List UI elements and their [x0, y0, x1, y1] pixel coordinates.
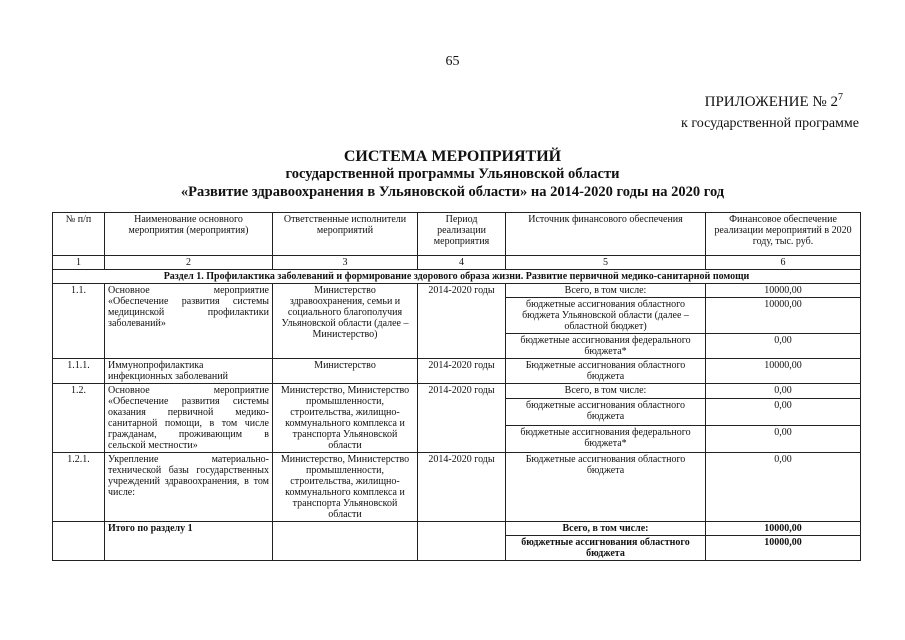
implementation-period: 2014-2020 годы [418, 453, 506, 522]
total-funding-amount: 10000,00 [706, 522, 861, 536]
table-row [53, 359, 861, 384]
appendix-label [705, 92, 843, 111]
responsible-executor: Министерство, Министерство промышленности, строительства, жилищно-коммунального комплекса и транспорта Ульяновской области [273, 384, 418, 453]
funding-amount: 10000,00 [706, 284, 861, 298]
responsible-executor: Министерство, Министерство промышленности, строительства, жилищно-коммунального комплекса и транспорта Ульяновской области [273, 453, 418, 522]
header-number: № п/п [53, 213, 105, 256]
column-number: 5 [506, 256, 706, 270]
total-row [53, 522, 861, 536]
header-period: Период реализации мероприятия [418, 213, 506, 256]
document-subtitle-period: «Развитие здравоохранения в Ульяновской области» на 2014-2020 годы на 2020 год [180, 184, 725, 200]
total-period-empty [418, 522, 506, 561]
funding-source: бюджетные ассигнования федерального бюджета* [506, 334, 706, 359]
funding-source: Бюджетные ассигнования областного бюджета [506, 453, 706, 522]
funding-source: Всего, в том числе: [506, 384, 706, 399]
funding-source: бюджетные ассигнования областного бюджета Ульяновской области (далее – областной бюджет) [506, 298, 706, 334]
header-measure-name: Наименование основного мероприятия (мероприятия) [105, 213, 273, 256]
funding-amount: 0,00 [706, 426, 861, 453]
column-number: 3 [273, 256, 418, 270]
table-row [53, 453, 861, 522]
funding-source: бюджетные ассигнования областного бюджета [506, 399, 706, 426]
document-title: СИСТЕМА МЕРОПРИЯТИЙ [343, 148, 562, 165]
funding-source: бюджетные ассигнования федерального бюджета* [506, 426, 706, 453]
funding-amount: 10000,00 [706, 359, 861, 384]
column-number: 4 [418, 256, 506, 270]
measure-name: Укрепление материально-технической базы государственных учреждений здравоохранения, в том числе: [105, 453, 273, 522]
implementation-period: 2014-2020 годы [418, 284, 506, 359]
funding-amount: 0,00 [706, 384, 861, 399]
row-number: 1.1. [53, 284, 105, 359]
header-funding-amount: Финансовое обеспечение реализации мероприятий в 2020 году, тыс. руб. [706, 213, 861, 256]
total-responsible-empty [273, 522, 418, 561]
section-title: Раздел 1. Профилактика заболеваний и формирование здорового образа жизни. Развитие первичной медико-санитарной помощи [53, 270, 861, 284]
funding-amount: 0,00 [706, 334, 861, 359]
measure-name: Основное мероприятие «Обеспечение развития системы оказания первичной медико-санитарной помощи, в том числе гражданам, проживающим в сельской местности» [105, 384, 273, 453]
measure-name: Иммунопрофилактика инфекционных заболеваний [105, 359, 273, 384]
funding-source: Бюджетные ассигнования областного бюджета [506, 359, 706, 384]
measures-table [52, 212, 861, 561]
total-label: Итого по разделу 1 [105, 522, 273, 561]
total-funding-source: Всего, в том числе: [506, 522, 706, 536]
table-header-row [53, 213, 861, 256]
table-row [53, 384, 861, 399]
page-number: 65 [445, 54, 460, 69]
row-number: 1.2. [53, 384, 105, 453]
column-number: 2 [105, 256, 273, 270]
appendix-label-text: ПРИЛОЖЕНИЕ № 2 [704, 94, 838, 110]
column-number: 1 [53, 256, 105, 270]
measure-name: Основное мероприятие «Обеспечение развития системы медицинской профилактики заболеваний» [105, 284, 273, 359]
funding-amount: 0,00 [706, 399, 861, 426]
appendix-label-superscript: 7 [838, 92, 843, 103]
column-number-row [53, 256, 861, 270]
funding-source: Всего, в том числе: [506, 284, 706, 298]
appendix-subtitle: к государственной программе [681, 116, 859, 131]
document-subtitle-program: государственной программы Ульяновской области [285, 166, 620, 182]
row-number: 1.2.1. [53, 453, 105, 522]
implementation-period: 2014-2020 годы [418, 384, 506, 453]
header-responsible: Ответственные исполнители мероприятий [273, 213, 418, 256]
row-number: 1.1.1. [53, 359, 105, 384]
responsible-executor: Министерство [273, 359, 418, 384]
section-row [53, 270, 861, 284]
total-funding-amount: 10000,00 [706, 536, 861, 561]
column-number: 6 [706, 256, 861, 270]
funding-amount: 0,00 [706, 453, 861, 522]
implementation-period: 2014-2020 годы [418, 359, 506, 384]
responsible-executor: Министерство здравоохранения, семьи и социального благополучия Ульяновской области (далее – Министерство) [273, 284, 418, 359]
header-funding-source: Источник финансового обеспечения [506, 213, 706, 256]
total-funding-source: бюджетные ассигнования областного бюджета [506, 536, 706, 561]
funding-amount: 10000,00 [706, 298, 861, 334]
total-number-empty [53, 522, 105, 561]
table-row [53, 284, 861, 298]
